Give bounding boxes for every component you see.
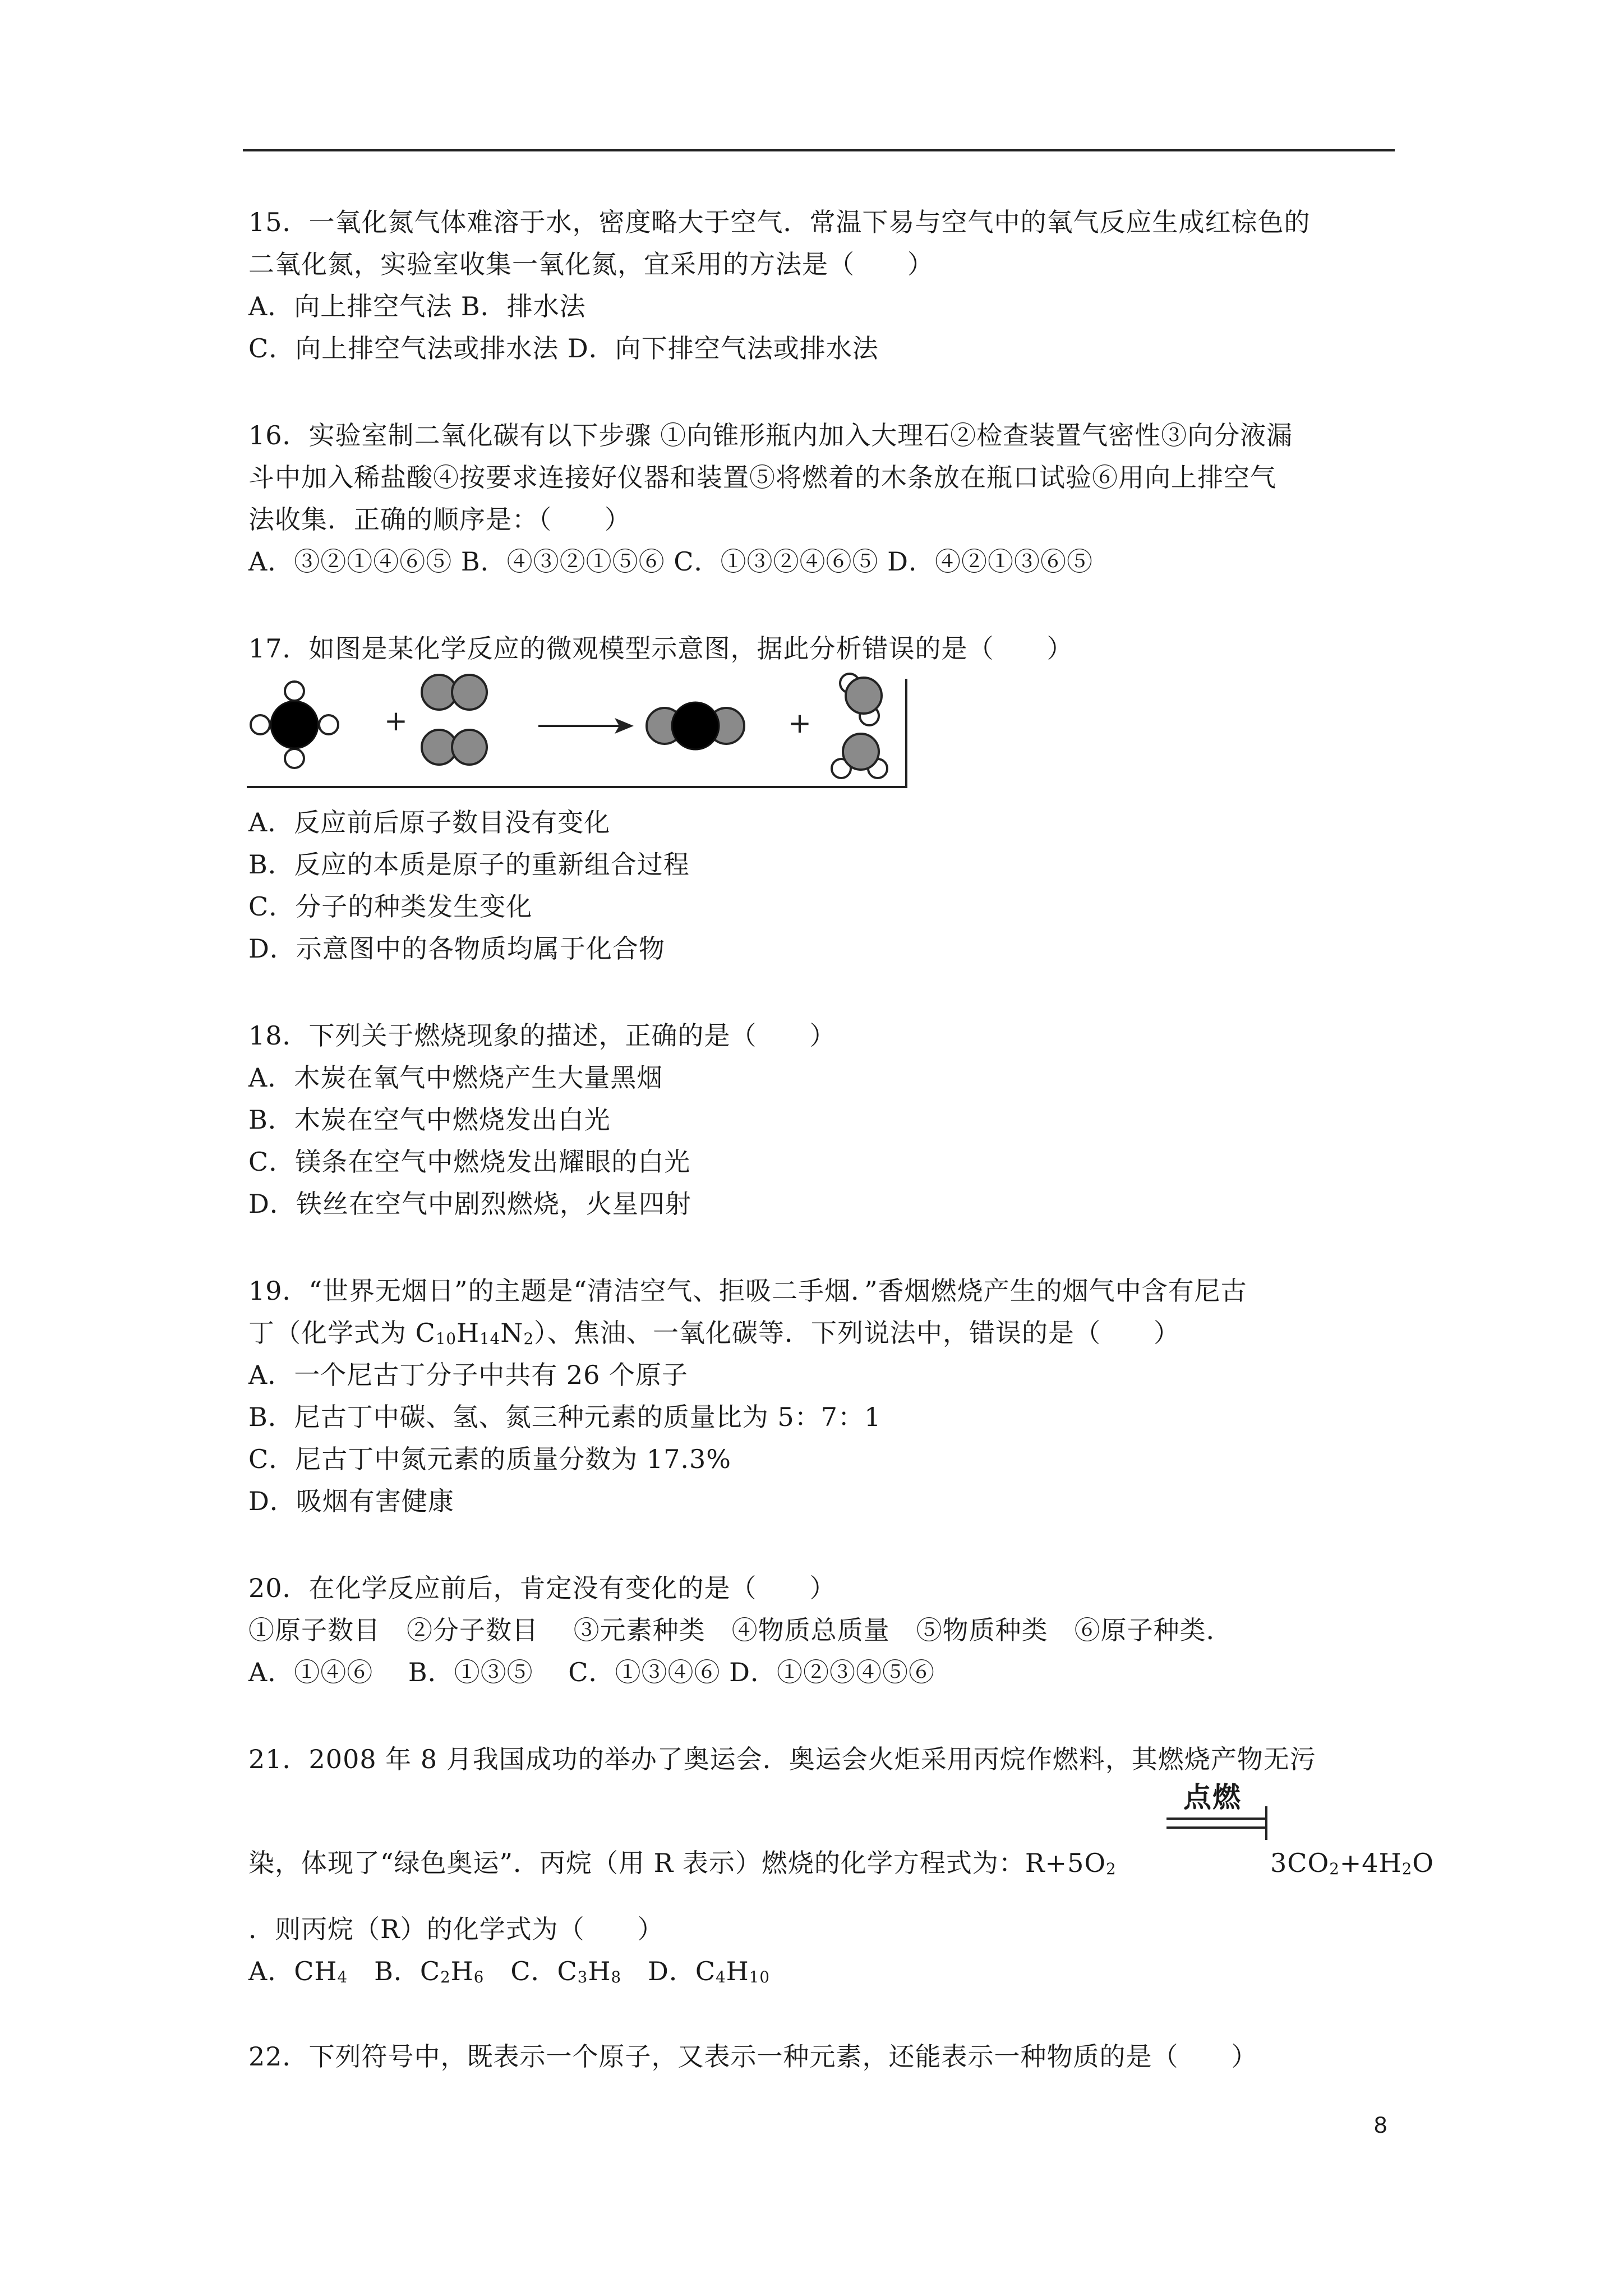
q17-stem: 17．如图是某化学反应的微观模型示意图，据此分析错误的是（ ） xyxy=(248,633,1073,664)
reaction-condition xyxy=(1166,1775,1267,1842)
q18-stem: 18．下列关于燃烧现象的描述，正确的是（ ） xyxy=(248,1020,836,1051)
q18-option-c: C．镁条在空气中燃烧发出耀眼的白光 xyxy=(248,1147,691,1177)
q19-option-a: A．一个尼古丁分子中共有 26 个原子 xyxy=(248,1360,688,1390)
product-molecule-2 xyxy=(832,674,887,778)
q18-option-b: B．木炭在空气中燃烧发出白光 xyxy=(248,1105,611,1135)
q21-line-2: 染，体现了“绿色奥运”．丙烷（用 R 表示）燃烧的化学方程式为：$R+5O_2$ xyxy=(248,1848,1117,1879)
q15-options-ab: A．向上排空气法 B．排水法 xyxy=(248,291,586,321)
q17-option-c: C．分子的种类发生变化 xyxy=(248,891,533,922)
plus-sign-1: + xyxy=(384,705,408,737)
header-rule xyxy=(243,149,1395,151)
q17-option-b: B．反应的本质是原子的重新组合过程 xyxy=(248,849,690,880)
q22-stem: 22．下列符号中，既表示一个原子，又表示一种元素，还能表示一种物质的是（ ） xyxy=(248,2041,1258,2072)
q15-line-2: 二氧化氮，实验室收集一氧化氮，宜采用的方法是（ ） xyxy=(248,249,934,279)
equation-bar-end xyxy=(1265,1806,1267,1840)
page-number: 8 xyxy=(1374,2111,1387,2138)
q19-line-1: 19．“世界无烟日”的主题是“清洁空气、拒吸二手烟．”香烟燃烧产生的烟气中含有尼古 xyxy=(248,1276,1247,1306)
molecule-reaction-diagram xyxy=(247,668,909,791)
q20-stem: 20．在化学反应前后，肯定没有变化的是（ ） xyxy=(248,1573,836,1603)
product-molecule-1 xyxy=(647,702,744,749)
q19-option-c: C．尼古丁中氮元素的质量分数为 17.3% xyxy=(248,1444,731,1474)
reactant-molecule-1 xyxy=(251,682,338,768)
equation-bar-bottom xyxy=(1166,1826,1267,1829)
q19-option-b: B．尼古丁中碳、氢、氮三种元素的质量比为 5：7：1 xyxy=(248,1402,882,1432)
q19-option-d: D．吸烟有害健康 xyxy=(248,1486,454,1516)
reaction-arrow xyxy=(538,718,634,734)
q21-equation-products: $3CO_2+4H_2O$ xyxy=(1270,1848,1434,1879)
q17-option-a: A．反应前后原子数目没有变化 xyxy=(248,807,611,838)
reactant-molecule-2 xyxy=(422,675,487,765)
q20-items: ①原子数目 ②分子数目 ③元素种类 ④物质总质量 ⑤物质种类 ⑥原子种类． xyxy=(248,1615,1233,1645)
q16-line-3: 法收集．正确的顺序是：（ ） xyxy=(248,504,631,535)
q21-options: A．$CH_4$ B．$C_2H_6$ C．$C_3H_8$ D．$C_4H_{10}$ xyxy=(248,1956,770,1987)
q20-options: A．①④⑥ B．①③⑤ C．①③④⑥ D．①②③④⑤⑥ xyxy=(248,1657,935,1687)
q15-line-1: 15．一氧化氮气体难溶于水，密度略大于空气．常温下易与空气中的氧气反应生成红棕色的 xyxy=(248,207,1311,237)
equation-bar-top xyxy=(1166,1818,1267,1820)
q21-line-3: ．则丙烷（R）的化学式为（ ） xyxy=(248,1914,664,1944)
q18-option-a: A．木炭在氧气中燃烧产生大量黑烟 xyxy=(248,1062,663,1093)
q21-line-1: 21．2008 年 8 月我国成功的举办了奥运会．奥运会火炬采用丙烷作燃料，其燃烧产物无污 xyxy=(248,1744,1316,1774)
q19-line-2: 丁（化学式为 $C_{10}H_{14}N_2$）、焦油、一氧化碳等．下列说法中，错误的是（ ） xyxy=(248,1318,1181,1349)
reaction-condition-label: 点燃 xyxy=(1183,1781,1242,1814)
q18-option-d: D．铁丝在空气中剧烈燃烧，火星四射 xyxy=(248,1189,691,1219)
q17-option-d: D．示意图中的各物质均属于化合物 xyxy=(248,933,665,964)
q15-options-cd: C．向上排空气法或排水法 D．向下排空气法或排水法 xyxy=(248,333,879,364)
q16-line-2: 斗中加入稀盐酸④按要求连接好仪器和装置⑤将燃着的木条放在瓶口试验⑥用向上排空气 xyxy=(248,462,1276,493)
plus-sign-2: + xyxy=(788,707,811,739)
q16-options: A．③②①④⑥⑤ B．④③②①⑤⑥ C．①③②④⑥⑤ D．④②①③⑥⑤ xyxy=(248,546,1093,577)
q16-line-1: 16．实验室制二氧化碳有以下步骤 ①向锥形瓶内加入大理石②检查装置气密性③向分液漏 xyxy=(248,420,1293,450)
